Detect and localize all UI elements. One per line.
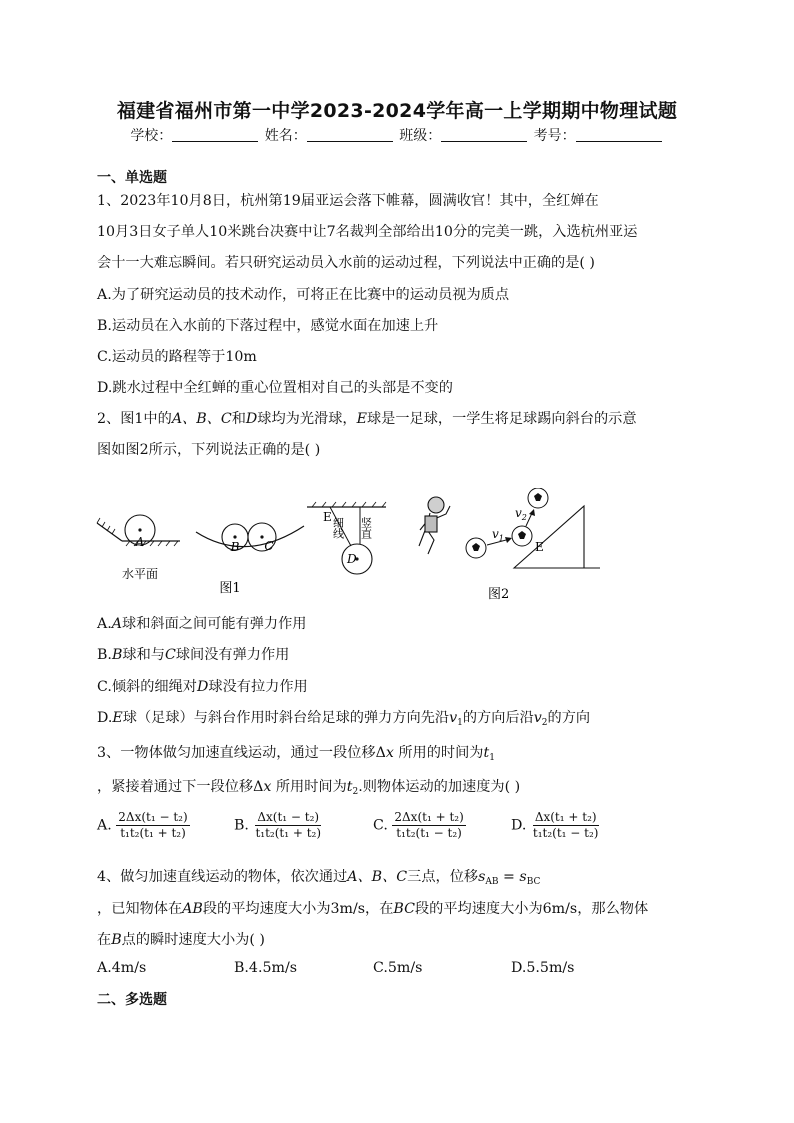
q1-option-a[interactable]: A.为了研究运动员的技术动作，可将正在比赛中的运动员视为质点 [97, 287, 510, 303]
fig-ball-d-setup [307, 502, 386, 574]
q2-option-d[interactable]: D.E球（足球）与斜台作用时斜台给足球的弹力方向先沿$v_1$的方向后沿$v_2$的方向 [97, 710, 591, 728]
q2-text-a: 2、图1中的 [97, 411, 172, 427]
section-single-choice: 一、单选题 [97, 170, 167, 186]
class-label: 班级： [399, 128, 442, 144]
id-label: 考号： [533, 128, 576, 144]
fig1-caption: 图1 [219, 581, 241, 596]
label-a: A [135, 535, 145, 549]
q4-line2: ，已知物体在AB段的平均速度大小为3m/s，在BC段的平均速度大小为6m/s，那么物体 [97, 901, 649, 917]
q4-line1: 4、做匀加速直线运动的物体，依次通过A、B、C三点，位移$s_{AB} = s_{BC}$ [97, 869, 541, 887]
school-field[interactable] [172, 127, 258, 142]
label-c: C [264, 539, 274, 553]
q2-text-b: 和 [231, 411, 246, 427]
label-e-left: E [323, 510, 332, 524]
q2-balls-abc: A、B、C [171, 411, 232, 427]
q2-ball-e: E [356, 411, 367, 427]
label-ground: 水平面 [122, 567, 159, 581]
q2-text-c: 球均为光滑球， [257, 411, 357, 427]
section-multi-choice: 二、多选题 [97, 992, 167, 1008]
q2-line2: 图如图2所示，下列说法正确的是( ) [97, 442, 321, 458]
label-vertical: 竖直 [359, 517, 373, 539]
q1-line3: 会十一大难忘瞬间。若只研究运动员入水前的运动过程，下列说法中正确的是( ) [97, 255, 595, 271]
fig2-caption: 图2 [488, 587, 510, 602]
q2-figure [94, 488, 614, 606]
page-title: 福建省福州市第一中学2023-2024学年高一上学期期中物理试题 [116, 100, 678, 122]
q1-line2: 10月3日女子单人10米跳台决赛中让7名裁判全部给出10分的完美一跳，入选杭州亚运 [97, 224, 638, 240]
label-d: D [347, 552, 357, 566]
q3-line2: ，紧接着通过下一段位移Δx 所用时间为$t_2$.则物体运动的加速度为( ) [97, 779, 521, 797]
q1-option-d[interactable]: D.跳水过程中全红蝉的重心位置相对自己的头部是不变的 [97, 380, 453, 396]
label-v1: $v_1$ [492, 527, 504, 543]
q2-option-c[interactable]: C.倾斜的细绳对D球没有拉力作用 [97, 679, 308, 695]
q2-line1 [97, 408, 637, 428]
student-info-row [0, 125, 794, 145]
q3-option-d[interactable]: D. $\frac{\text{Δx(t₁ + t₂)}}{\text{t₁t₂(t₁ − t₂)}}$ [511, 810, 599, 840]
name-label: 姓名： [264, 128, 307, 144]
label-string: 细线 [331, 517, 345, 539]
q1-option-b[interactable]: B.运动员在入水前的下落过程中，感觉水面在加速上升 [97, 318, 439, 334]
q3-option-b[interactable]: B. $\frac{\text{Δx(t₁ − t₂)}}{\text{t₁t₂(t₁ + t₂)}}$ [234, 810, 322, 840]
name-field[interactable] [307, 127, 393, 142]
q1-line1: 1、2023年10月8日，杭州第19届亚运会落下帷幕，圆满收官！其中，全红婵在 [97, 193, 599, 209]
q3-option-c[interactable]: C. $\frac{\text{2Δx(t₁ + t₂)}}{\text{t₁t₂(t₁ − t₂)}}$ [373, 810, 464, 840]
q2-option-b[interactable]: B.B球和与C球间没有弹力作用 [97, 647, 290, 663]
q4-option-d[interactable]: D.5.5m/s [511, 960, 575, 976]
q4-option-b[interactable]: B.4.5m/s [234, 960, 298, 976]
label-b: B [230, 540, 240, 554]
fig2-setup [419, 488, 600, 602]
q2-option-a[interactable]: A.A球和斜面之间可能有弹力作用 [97, 616, 307, 632]
q3-line1: 3、一物体做匀加速直线运动，通过一段位移Δx 所用的时间为$t_1$ [97, 745, 495, 763]
q2-text-d: 球是一足球，一学生将足球踢向斜台的示意 [366, 411, 637, 427]
class-field[interactable] [441, 127, 527, 142]
q3-option-a[interactable]: A. $\frac{\text{2Δx(t₁ − t₂)}}{\text{t₁t₂(t₁ + t₂)}}$ [97, 810, 188, 840]
kicker-figure [419, 497, 450, 554]
q4-line3: 在B点的瞬时速度大小为( ) [97, 932, 265, 948]
id-field[interactable] [576, 127, 662, 142]
fig-ball-bc-setup [196, 523, 304, 596]
q2-ball-d: D [245, 411, 258, 427]
label-v2: $v_2$ [515, 506, 527, 522]
label-e-right: E [535, 540, 544, 554]
q1-option-c[interactable]: C.运动员的路程等于10m [97, 349, 257, 365]
school-label: 学校： [130, 128, 173, 144]
fig-ball-a-setup [97, 515, 180, 581]
q4-option-a[interactable]: A.4m/s [97, 960, 147, 976]
q4-option-c[interactable]: C.5m/s [373, 960, 423, 976]
